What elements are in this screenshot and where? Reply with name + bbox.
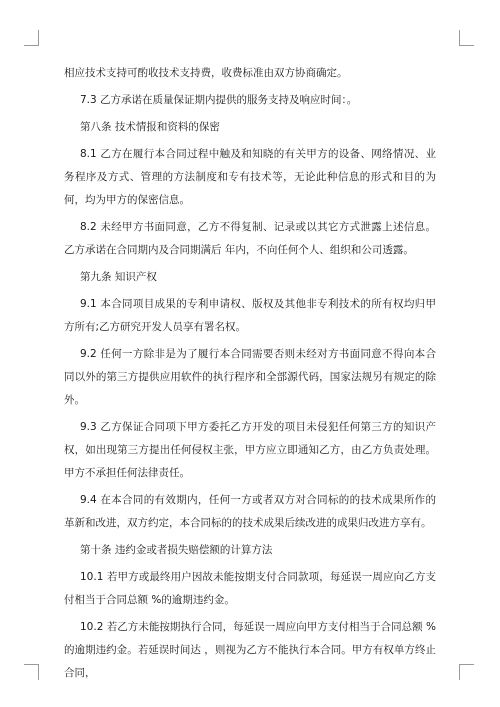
- heading-article-10: 第十条 违约金或者损失赔偿额的计算方法: [80, 544, 273, 556]
- paragraph-7-3: 7.3 乙方承诺在质量保证期内提供的服务支持及响应时间：。: [80, 94, 358, 106]
- paragraph-9-3: 9.3 乙方保证合同项下甲方委托乙方开发的项目未侵犯任何第三方的知识产权，如出现第三方提出任何侵权主张，甲方应立即通知乙方，由乙方负责处理。甲方不承担任何法律责任。: [64, 421, 436, 479]
- paragraph-8-1: 8.1 乙方在履行本合同过程中触及和知晓的有关甲方的设备、网络情况、业务程序及方式、管理的方法制度和专有技术等，无论此种信息的形式和目的为何，均为甲方的保密信息。: [64, 148, 436, 206]
- document-body: [64, 62, 436, 689]
- paragraph-10-1: 10.1 若甲方或最终用户因故未能按期支付合同款项，每延误一周应向乙方支付相当于合同总额 %的逾期违约金。: [64, 571, 436, 606]
- paragraph-9-1: 9.1 本合同项目成果的专利申请权、版权及其他非专利技术的所有权均归甲方所有;乙方研究开发人员享有署名权。: [64, 298, 436, 333]
- heading-article-8: 第八条 技术情报和资料的保密: [80, 121, 220, 133]
- paragraph-9-2: 9.2 任何一方除非是为了履行本合同需要否则未经对方书面同意不得向本合同以外的第三方提供应用软件的执行程序和全部源代码，国家法规另有规定的除外。: [64, 348, 436, 406]
- heading-article-9: 第九条 知识产权: [80, 271, 157, 283]
- paragraph-9-4: 9.4 在本合同的有效期内，任何一方或者双方对合同标的的技术成果所作的革新和改进，双方约定，本合同标的的技术成果后续改进的成果归改进方享有。: [64, 494, 436, 529]
- paragraph-8-2: 8.2 未经甲方书面同意，乙方不得复制、记录或以其它方式泄露上述信息。乙方承诺在合同期内及合同期满后 年内，不向任何个人、组织和公司透露。: [64, 221, 436, 256]
- paragraph-fee-standard: 相应技术支持可酌收技术支持费，收费标准由双方协商确定。: [64, 67, 348, 79]
- paragraph-10-2: 10.2 若乙方未能按期执行合同，每延误一周应向甲方支付相当于合同总额 %的逾期违约金。若延误时间达 ，则视为乙方不能执行本合同。甲方有权单方终止合同，: [64, 621, 436, 679]
